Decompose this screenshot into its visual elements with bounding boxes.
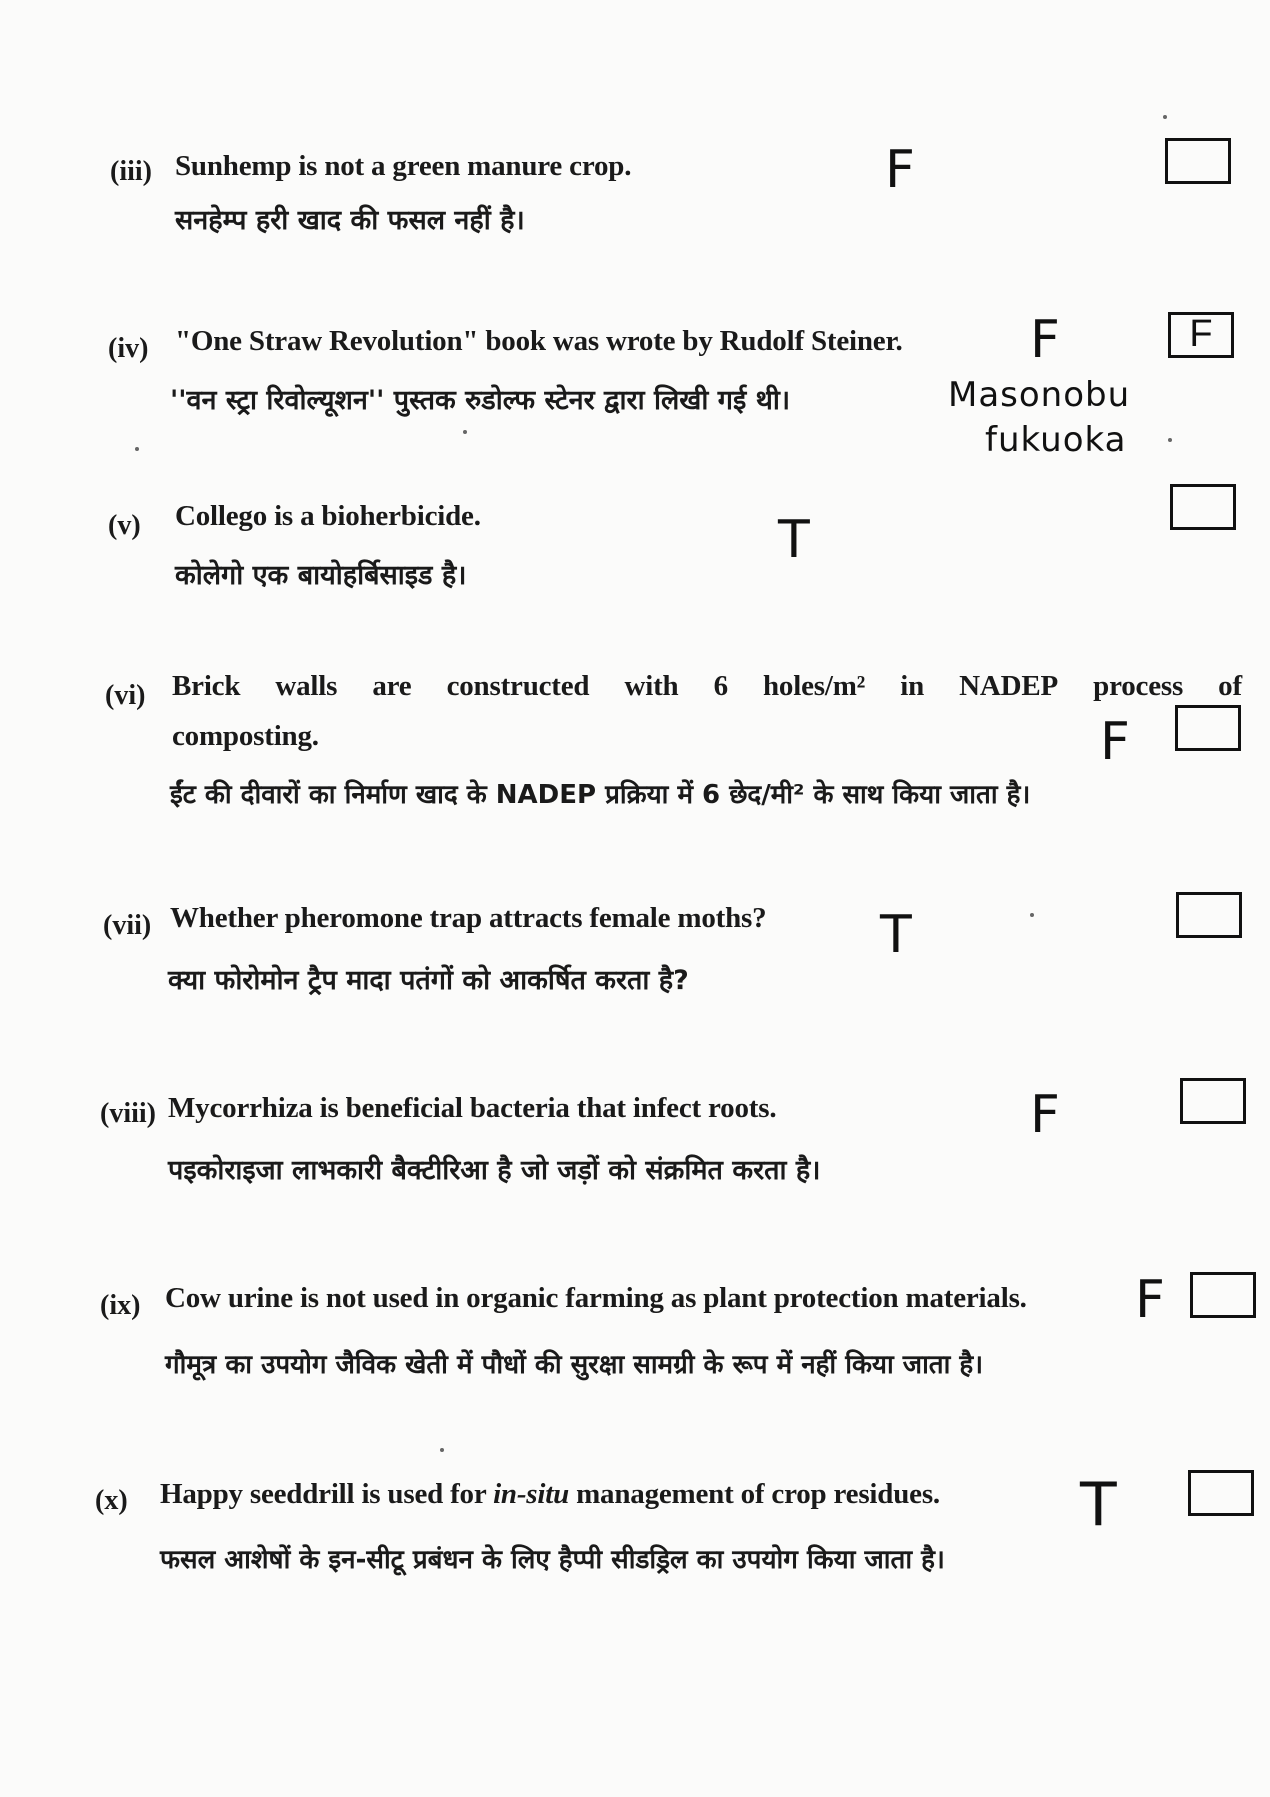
question-number: (v) (108, 510, 141, 541)
handwritten-answer: F (885, 140, 915, 200)
question-number: (x) (95, 1485, 128, 1516)
question-text-hindi: क्या फोरोमोन ट्रैप मादा पतंगों को आकर्षित करता है? (168, 965, 689, 996)
handwritten-answer: F (1030, 310, 1060, 370)
word: are (372, 670, 412, 702)
answer-box-mark: F (1189, 313, 1213, 355)
handwritten-answer: T (778, 510, 810, 570)
word: constructed (446, 670, 590, 702)
handwritten-answer: T (880, 905, 912, 965)
question-text-hindi: ''वन स्ट्रा रिवोल्यूशन'' पुस्तक रुडोल्फ स्टेनर द्वारा लिखी गई थी। (170, 385, 791, 416)
scan-speck (440, 1448, 444, 1452)
word: holes/m² (763, 670, 866, 702)
answer-box[interactable] (1188, 1470, 1254, 1516)
question-number: (viii) (100, 1098, 156, 1129)
scan-speck (1163, 115, 1167, 119)
handwritten-answer: T (1080, 1470, 1117, 1540)
question-text-english: Whether pheromone trap attracts female moths? (170, 902, 767, 934)
question-text-english: Sunhemp is not a green manure crop. (175, 150, 632, 182)
word: process (1093, 670, 1184, 702)
handwritten-note: Masonobu (948, 375, 1131, 415)
word: of (1218, 670, 1242, 702)
answer-box[interactable] (1180, 1078, 1246, 1124)
word: walls (275, 670, 338, 702)
answer-box[interactable] (1175, 705, 1241, 751)
question-text-hindi: सनहेम्प हरी खाद की फसल नहीं है। (175, 205, 525, 236)
text-segment: Happy seeddrill is used for (160, 1478, 494, 1510)
question-number: (ix) (100, 1290, 141, 1321)
handwritten-answer: F (1135, 1270, 1165, 1330)
answer-box[interactable] (1165, 138, 1231, 184)
answer-box[interactable] (1190, 1272, 1256, 1318)
text-segment: management of crop residues. (569, 1478, 940, 1510)
word: 6 (713, 670, 728, 702)
question-text-hindi: ईंट की दीवारों का निर्माण खाद के NADEP प्रक्रिया में 6 छेद/मी² के साथ किया जाता है। (170, 780, 1031, 810)
scan-speck (1168, 438, 1172, 442)
scan-speck (463, 430, 467, 434)
question-text-english: Mycorrhiza is beneficial bacteria that infect roots. (168, 1092, 777, 1124)
handwritten-answer: F (1030, 1085, 1060, 1145)
scan-speck (1030, 913, 1034, 917)
question-text-english (160, 1478, 940, 1511)
question-text-english: "One Straw Revolution" book was wrote by Rudolf Steiner. (175, 325, 903, 357)
handwritten-note: fukuoka (985, 420, 1127, 460)
question-text-hindi: पइकोराइजा लाभकारी बैक्टीरिआ है जो जड़ों को संक्रमित करता है। (168, 1155, 821, 1186)
question-number: (iii) (110, 156, 152, 187)
answer-box[interactable] (1176, 892, 1242, 938)
question-number: (iv) (108, 333, 149, 364)
question-text-hindi: गौमूत्र का उपयोग जैविक खेती में पौधों की सुरक्षा सामग्री के रूप में नहीं किया जाता है। (165, 1350, 984, 1380)
question-text-hindi: कोलेगो एक बायोहर्बिसाइड है। (175, 560, 467, 591)
answer-box[interactable] (1168, 312, 1234, 358)
word: in (900, 670, 925, 702)
word: Brick (172, 670, 241, 702)
word: with (624, 670, 679, 702)
word: NADEP (959, 670, 1059, 702)
italic-term: in-situ (493, 1478, 570, 1510)
question-text-english: Collego is a bioherbicide. (175, 500, 481, 532)
question-text-english-line1 (172, 670, 1242, 703)
handwritten-answer: F (1100, 712, 1130, 772)
question-number: (vii) (103, 910, 152, 941)
question-text-english: Cow urine is not used in organic farming as plant protection materials. (165, 1282, 1027, 1314)
question-number: (vi) (105, 680, 146, 711)
question-text-hindi: फसल आशेषों के इन-सीटू प्रबंधन के लिए हैप्पी सीडड्रिल का उपयोग किया जाता है। (160, 1545, 945, 1575)
answer-box[interactable] (1170, 484, 1236, 530)
scan-speck (135, 447, 139, 451)
question-text-english-line2: composting. (172, 720, 319, 752)
